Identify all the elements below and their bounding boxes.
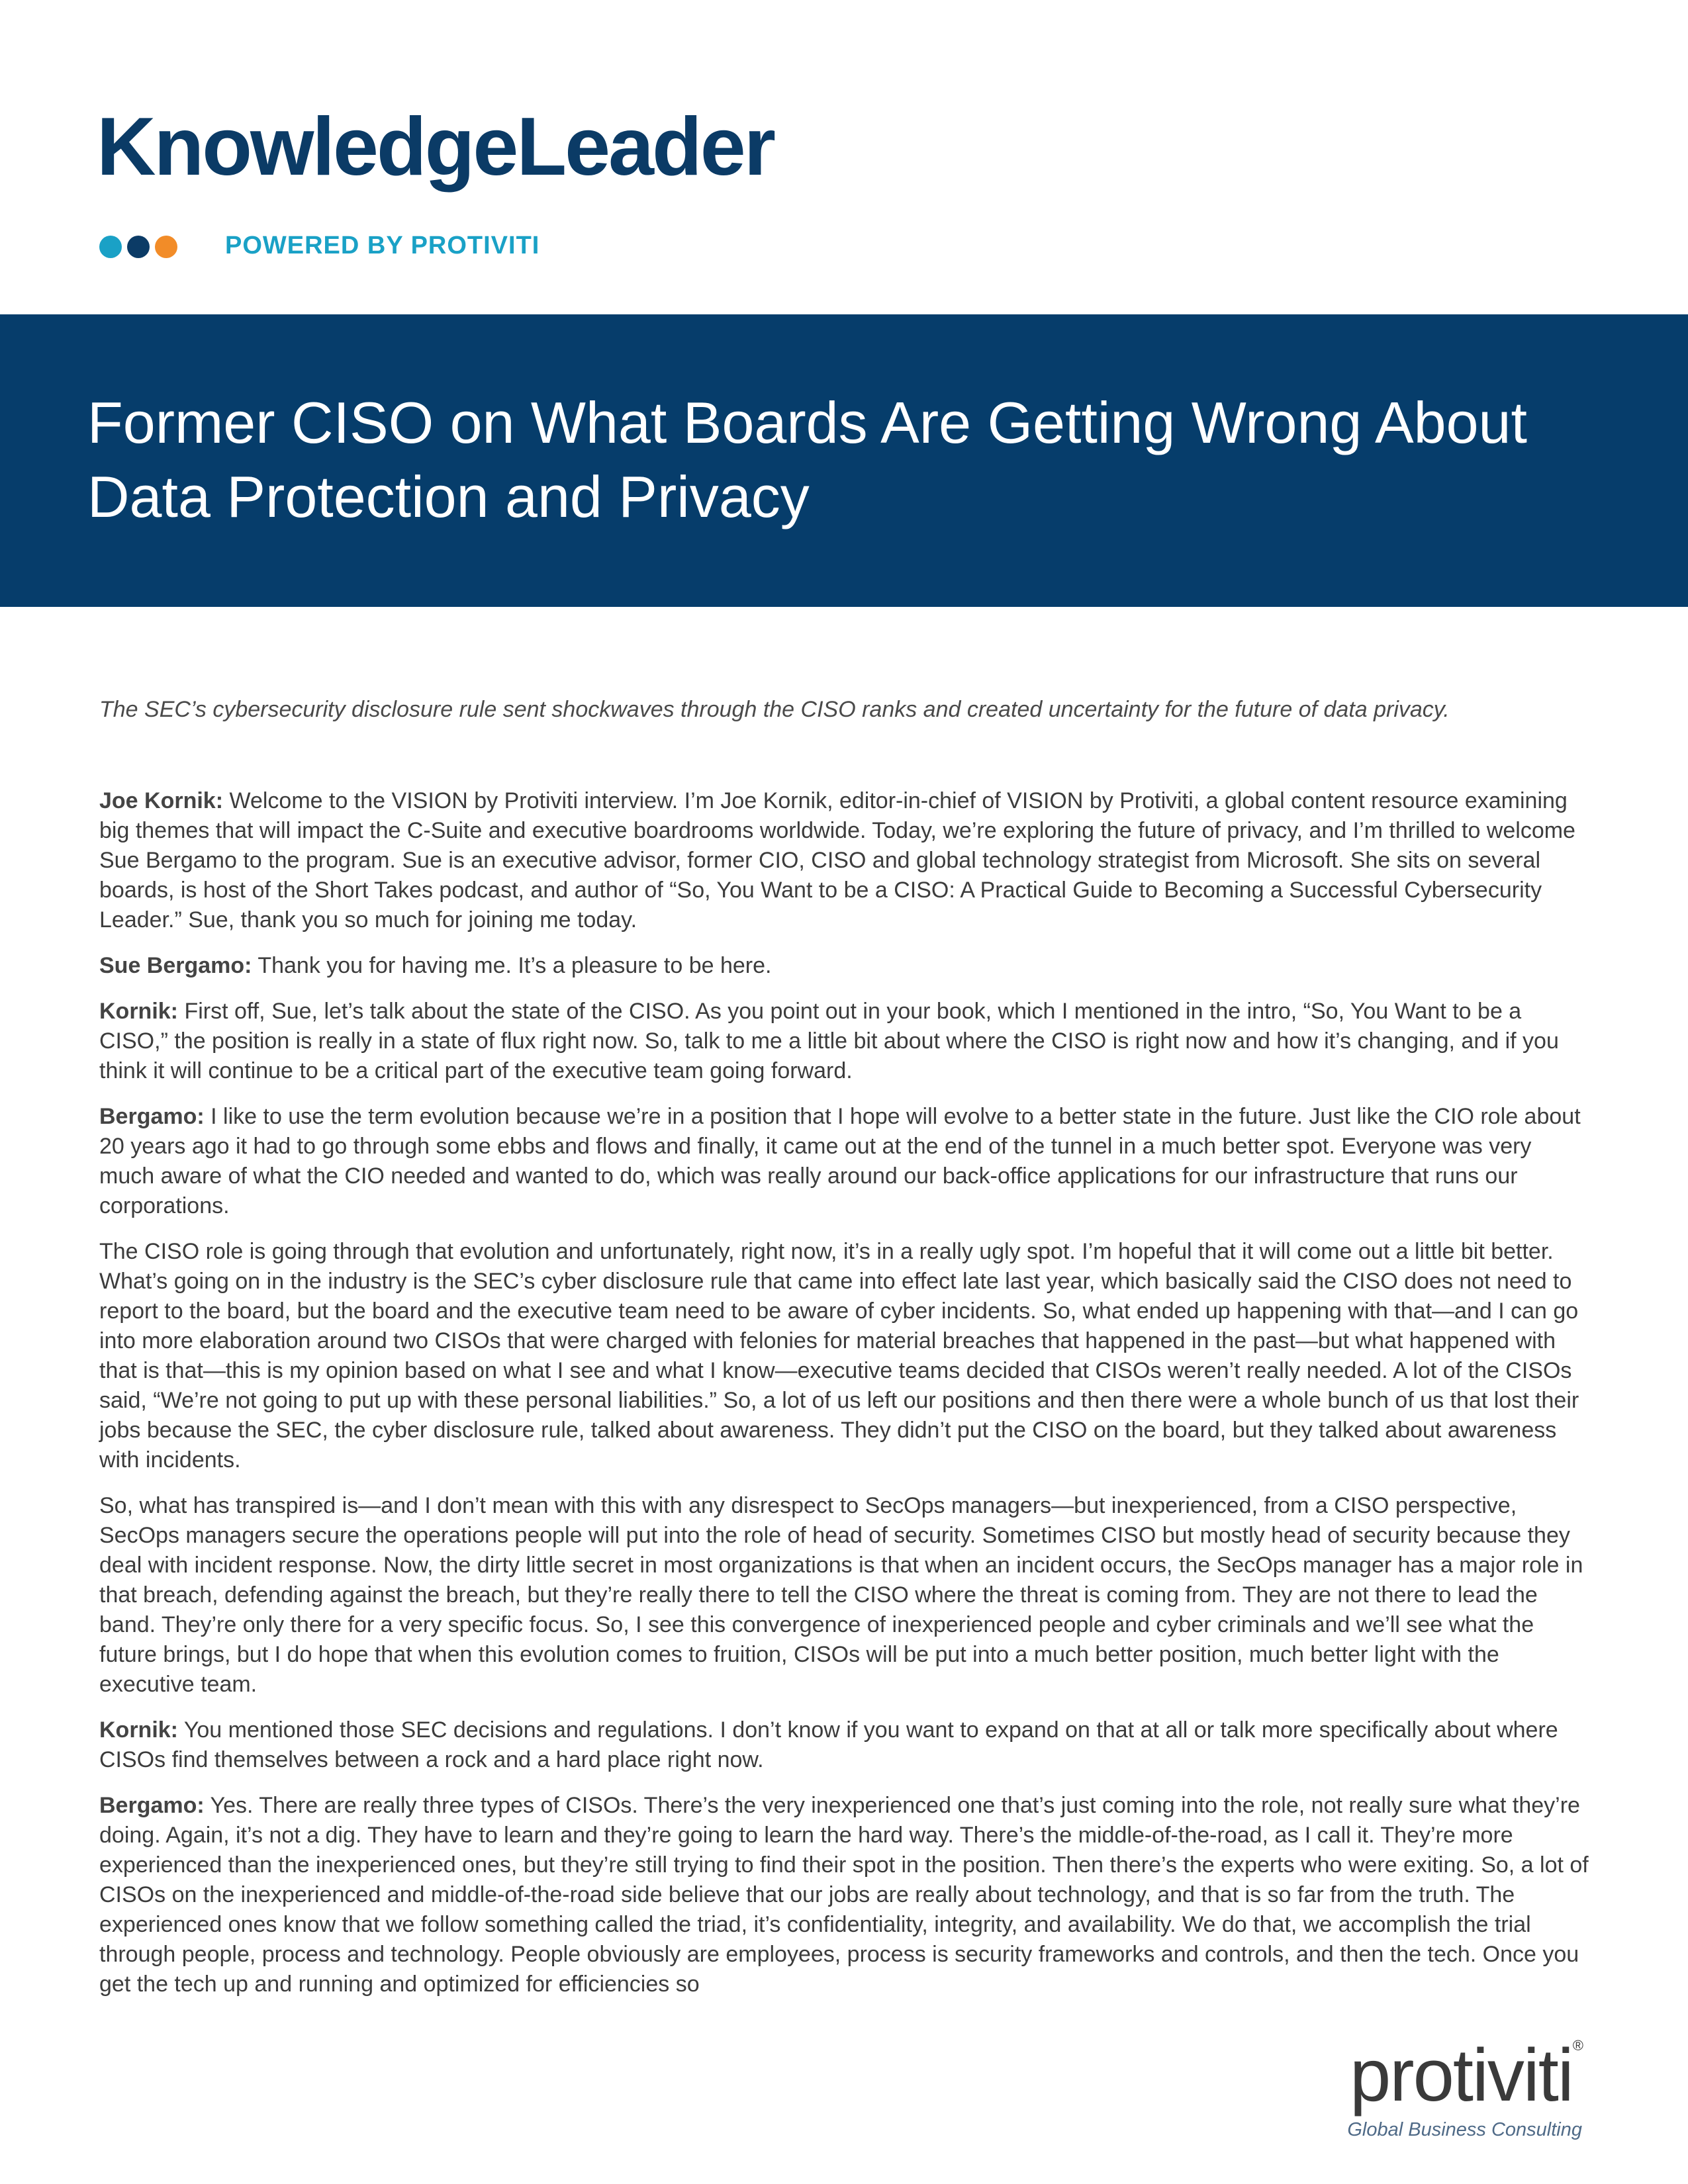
brand-dots-icon	[99, 236, 177, 258]
teal-dot-icon	[99, 236, 122, 258]
paragraph-text: So, what has transpired is—and I don’t mean with this with any disrespect to SecOps managers—but inexperienced, from a CISO perspective, SecOps managers secure the operations people will put into the role of head of security. Sometimes CISO but mostly head of security because they deal with incident response. Now, the dirty little secret in most organizations is that when an incident occurs, the SecOps manager has a major role in that breach, defending against the breach, but they’re really there to tell the CISO where the threat is coming from. They are not there to lead the band. They’re only there for a very specific focus. So, I see this convergence of inexperienced people and cyber criminals and we’ll see what the future brings, but I do hope that when this evolution comes to fruition, CISOs will be put into a much better position, much better light with the executive team.	[99, 1493, 1583, 1697]
protiviti-logo	[1347, 2034, 1582, 2140]
speaker-name: Joe Kornik:	[99, 788, 224, 813]
powered-by-label: POWERED BY PROTIVITI	[225, 232, 540, 259]
orange-dot-icon	[155, 236, 177, 258]
paragraph-text: You mentioned those SEC decisions and regulations. I don’t know if you want to expand on that at all or talk more specifically about where CISOs find themselves between a rock and a hard place right now.	[99, 1717, 1558, 1772]
speaker-name: Kornik:	[99, 1717, 178, 1743]
paragraph-text: Thank you for having me. It’s a pleasure to be here.	[252, 953, 772, 978]
paragraph	[99, 1791, 1589, 1999]
article-body	[99, 786, 1589, 2015]
paragraph	[99, 1491, 1589, 1700]
speaker-name: Kornik:	[99, 999, 178, 1024]
paragraph-text: I like to use the term evolution because we’re in a position that I hope will evolve to a better state in the future. Just like the CIO role about 20 years ago it had to go through some ebbs and flows and finally, it came out at the end of the tunnel in a much better spot. Everyone was very much aware of what the CIO needed and wanted to do, which was really around our back-office applications for our infrastructure that runs our corporations.	[99, 1104, 1581, 1218]
paragraph	[99, 997, 1589, 1086]
paragraph-text: Yes. There are really three types of CISOs. There’s the very inexperienced one that’s just coming into the role, not really sure what they’re doing. Again, it’s not a dig. They have to learn and they’re going to learn the hard way. There’s the middle-of-the-road, as I call it. They’re more experienced than the inexperienced ones, but they’re still trying to find their spot in the position. Then there’s the experts who were exiting. So, a lot of CISOs on the inexperienced and middle-of-the-road side believe that our jobs are really about technology, and that is so far from the truth. The experienced ones know that we follow something called the triad, it’s confidentiality, integrity, and availability. We do that, we accomplish the trial through people, process and technology. People obviously are employees, process is security frameworks and controls, and then the tech. Once you get the tech up and running and optimized for efficiencies so	[99, 1793, 1589, 1997]
title-banner	[0, 314, 1688, 607]
protiviti-wordmark: protiviti®	[1350, 2034, 1582, 2116]
paragraph-text: The CISO role is going through that evolution and unfortunately, right now, it’s in a really ugly spot. I’m hopeful that it will come out a little bit better. What’s going on in the industry is the SEC’s cyber disclosure rule that came into effect late last year, which basically said the CISO does not need to report to the board, but the board and the executive team need to be aware of cyber incidents. So, what ended up happening with that—and I can go into more elaboration around two CISOs that were charged with felonies for material breaches that happened in the past—but what happened with that is that—this is my opinion based on what I see and what I know—executive teams decided that CISOs weren’t really needed. A lot of the CISOs said, “We’re not going to put up with these personal liabilities.” So, a lot of us left our positions and then there were a whole bunch of us that lost their jobs because the SEC, the cyber disclosure rule, talked about awareness. They didn’t put the CISO on the board, but they talked about awareness with incidents.	[99, 1239, 1579, 1473]
paragraph	[99, 1715, 1589, 1775]
paragraph-text: Welcome to the VISION by Protiviti interview. I’m Joe Kornik, editor-in-chief of VISION by Protiviti, a global content resource examining big themes that will impact the C-Suite and executive boardrooms worldwide. Today, we’re exploring the future of privacy, and I’m thrilled to welcome Sue Bergamo to the program. Sue is an executive advisor, former CIO, CISO and global technology strategist from Microsoft. She sits on several boards, is host of the Short Takes podcast, and author of “So, You Want to be a CISO: A Practical Guide to Becoming a Successful Cybersecurity Leader.” Sue, thank you so much for joining me today.	[99, 788, 1575, 933]
speaker-name: Sue Bergamo:	[99, 953, 252, 978]
logo-tagline: Global Business Consulting	[1347, 2119, 1582, 2140]
page-title: Former CISO on What Boards Are Getting Wrong About Data Protection and Privacy	[87, 390, 1527, 529]
paragraph	[99, 786, 1589, 935]
knowledgeleader-logo: KnowledgeLeader	[97, 101, 774, 193]
paragraph	[99, 1102, 1589, 1221]
brand-header	[0, 0, 1688, 314]
paragraph	[99, 951, 1589, 981]
paragraph	[99, 1237, 1589, 1475]
speaker-name: Bergamo:	[99, 1104, 205, 1129]
speaker-name: Bergamo:	[99, 1793, 205, 1818]
article-subtitle: The SEC’s cybersecurity disclosure rule sent shockwaves through the CISO ranks and created uncertainty for the future of data privacy.	[99, 697, 1450, 722]
paragraph-text: First off, Sue, let’s talk about the state of the CISO. As you point out in your book, which I mentioned in the intro, “So, You Want to be a CISO,” the position is really in a state of flux right now. So, talk to me a little bit about where the CISO is right now and how it’s changing, and if you think it will continue to be a critical part of the executive team going forward.	[99, 999, 1559, 1083]
navy-dot-icon	[127, 236, 150, 258]
registered-mark: ®	[1572, 2037, 1582, 2054]
